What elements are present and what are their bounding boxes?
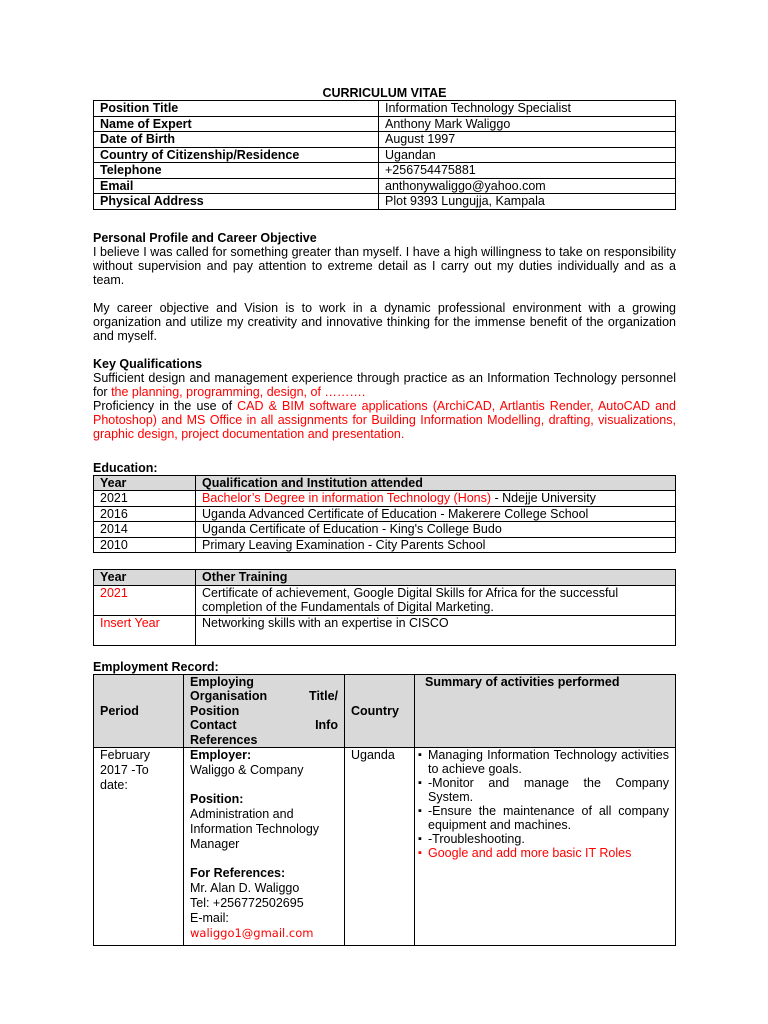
position-name: Administration and Information Technology Manager: [190, 807, 320, 852]
position-label: Position:: [190, 792, 244, 807]
info-label: Physical Address: [94, 194, 379, 210]
info-row: [94, 101, 676, 117]
education-qualification: [196, 506, 676, 522]
qualifications-paragraph-2: [93, 399, 676, 441]
training-col-name: Other Training: [196, 570, 676, 586]
qualifications-text: Proficiency in the use of: [93, 398, 238, 413]
training-text: Certificate of achievement, Google Digital Skills for Africa for the successful completion of the Fundamentals of Digital Marketing.: [196, 585, 676, 615]
info-value: +256754475881: [379, 163, 676, 179]
info-label: Name of Expert: [94, 116, 379, 132]
info-value: Anthony Mark Waliggo: [379, 116, 676, 132]
qualifications-paragraph-1: [93, 371, 676, 399]
education-year: 2010: [94, 537, 196, 553]
employment-organisation: [184, 748, 345, 946]
info-row: [94, 132, 676, 148]
training-text: Networking skills with an expertise in CISCO: [196, 615, 676, 645]
qualifications-placeholder: the planning, programming, design, of ……….: [111, 384, 366, 399]
activity-item: ▪ Managing Information Technology activities to achieve goals.: [418, 748, 669, 776]
info-value: anthonywaliggo@yahoo.com: [379, 178, 676, 194]
info-label: Email: [94, 178, 379, 194]
org-header-word: Organisation: [190, 689, 268, 704]
employment-col-summary: Summary of activities performed: [415, 674, 676, 748]
profile-paragraph-2: My career objective and Vision is to work in a dynamic professional environment with a growing organization and utilize my creativity and innovative thinking for the immense benefit of the organization and myself.: [93, 300, 676, 343]
education-year: 2021: [94, 491, 196, 507]
org-header-line: References: [190, 732, 258, 747]
training-year: 2021: [94, 585, 196, 615]
education-year: 2014: [94, 522, 196, 538]
education-row: [94, 491, 676, 507]
org-header-line: Employing: [190, 674, 254, 689]
reference-email[interactable]: waliggo1@gmail.com: [190, 926, 314, 941]
education-row: [94, 537, 676, 553]
employment-col-period: Period: [94, 674, 184, 748]
qualification-text: Uganda Certificate of Education - King's College Budo: [202, 522, 502, 536]
qualification-text: Uganda Advanced Certificate of Education - Makerere College School: [202, 506, 589, 521]
qualification-highlight: Bachelor’s Degree in information Technology (Hons): [202, 491, 492, 505]
activity-item: ▪ -Monitor and manage the Company System.: [418, 776, 669, 804]
info-row: [94, 194, 676, 210]
info-value: Information Technology Specialist: [379, 101, 676, 117]
personal-info-table: [93, 100, 676, 210]
qualifications-text: Sufficient design and management experience through practice as an Information Technology personnel for: [93, 370, 676, 399]
info-label: Country of Citizenship/Residence: [94, 147, 379, 163]
employment-row: [94, 748, 676, 946]
qualifications-software: CAD & BIM software applications (ArchiCAD, Artlantis Render, AutoCAD and Photoshop) and MS Office in all assignments for Building Information Modelling, drafting, visualizations, graphic design, project documentation and presentation.: [93, 398, 676, 441]
reference-telephone: Tel: +256772502695: [190, 896, 304, 911]
info-value: August 1997: [379, 132, 676, 148]
org-header-word: Contact: [190, 718, 237, 733]
org-header-line: Position: [190, 703, 240, 718]
org-header-word: Info: [315, 718, 338, 733]
training-year: Insert Year: [94, 615, 196, 645]
qualification-text: - Ndejje University: [491, 491, 596, 505]
education-qualification: [196, 522, 676, 538]
qualification-text: Primary Leaving Examination - City Parents School: [202, 537, 486, 552]
training-row: [94, 615, 676, 645]
profile-paragraph-1: I believe I was called for something greater than myself. I have a high willingness to take on responsibility without supervision and pay attention to extreme detail as I carry out my duties individually and as a team.: [93, 244, 676, 287]
references-label: For References:: [190, 866, 286, 881]
employment-col-organisation: [184, 674, 345, 748]
employment-activities: [415, 748, 676, 946]
info-value: Ugandan: [379, 147, 676, 163]
org-header-line: [190, 718, 338, 733]
info-row: [94, 116, 676, 132]
info-value: Plot 9393 Lungujja, Kampala: [379, 194, 676, 210]
activities-list: [418, 748, 669, 860]
employer-label: Employer:: [190, 748, 252, 763]
org-header-word: Title/: [309, 689, 338, 704]
education-col-qualification: Qualification and Institution attended: [196, 475, 676, 491]
info-label: Position Title: [94, 101, 379, 117]
education-year: 2016: [94, 506, 196, 522]
activity-item: ▪ -Troubleshooting.: [418, 832, 669, 846]
reference-email-label: E-mail:: [190, 911, 229, 926]
activity-item: ▪ -Ensure the maintenance of all company equipment and machines.: [418, 804, 669, 832]
education-row: [94, 522, 676, 538]
qualifications-heading: Key Qualifications: [93, 356, 203, 371]
training-col-year: Year: [94, 570, 196, 586]
info-label: Telephone: [94, 163, 379, 179]
education-qualification: [196, 491, 676, 507]
document-title: CURRICULUM VITAE: [322, 86, 447, 100]
cv-document: [93, 86, 676, 946]
education-col-year: Year: [94, 475, 196, 491]
education-heading: Education:: [93, 460, 158, 475]
education-table: [93, 475, 676, 554]
training-table: [93, 569, 676, 646]
info-row: [94, 147, 676, 163]
training-row: [94, 585, 676, 615]
education-row: [94, 506, 676, 522]
reference-name: Mr. Alan D. Waliggo: [190, 881, 300, 896]
education-qualification: [196, 537, 676, 553]
info-label: Date of Birth: [94, 132, 379, 148]
employment-country: Uganda: [345, 748, 415, 946]
activity-item-placeholder: ▪ Google and add more basic IT Roles: [418, 846, 669, 860]
info-row: [94, 163, 676, 179]
employment-table: [93, 674, 676, 947]
employment-col-country: Country: [345, 674, 415, 748]
org-header-line: [190, 689, 338, 704]
employment-heading: Employment Record:: [93, 659, 219, 674]
employer-name: Waliggo & Company: [190, 763, 304, 778]
employment-period: February 2017 -To date:: [94, 748, 184, 946]
info-row: [94, 178, 676, 194]
profile-heading: Personal Profile and Career Objective: [93, 230, 317, 245]
